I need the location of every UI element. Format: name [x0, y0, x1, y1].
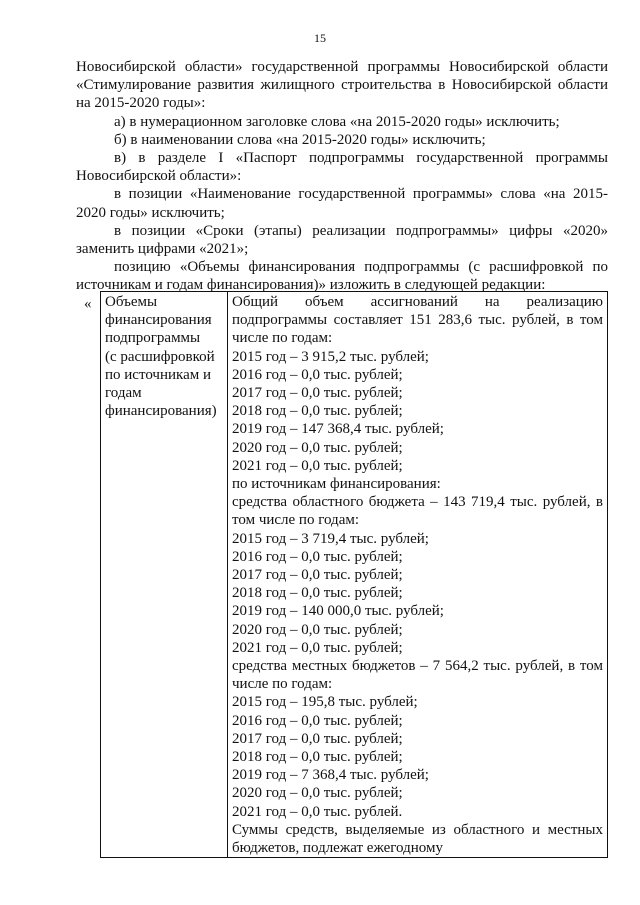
- year-line: 2019 год – 7 368,4 тыс. рублей;: [232, 767, 429, 784]
- year-line: 2018 год – 0,0 тыс. рублей;: [232, 749, 403, 766]
- closing-text: Суммы средств, выделяемые из областного и местных бюджетов, подлежат ежегодному: [232, 821, 603, 857]
- paragraph-position-funding: позицию «Объемы финансирования подпрограммы (с расшифровкой по источникам и годам финансирования)» изложить в следующей редакции:: [76, 259, 608, 294]
- label-line: (с расшифровкой: [105, 348, 215, 365]
- paragraph-item-a: а) в нумерационном заголовке слова «на 2015-2020 годы» исключить;: [114, 113, 560, 130]
- year-line: 2016 год – 0,0 тыс. рублей;: [232, 366, 403, 383]
- label-line: подпрограммы: [105, 330, 201, 347]
- total-intro: Общий объем ассигнований на реализацию подпрограммы составляет 151 283,6 тыс. рублей, в том числе по годам:: [232, 294, 603, 347]
- paragraph-position-terms: в позиции «Сроки (этапы) реализации подпрограммы» цифры «2020» заменить цифрами «2021»;: [76, 222, 608, 258]
- year-line: 2016 год – 0,0 тыс. рублей;: [232, 712, 403, 729]
- year-line: 2017 год – 0,0 тыс. рублей;: [232, 567, 403, 584]
- paragraph-program-title: Новосибирской области» государственной программы Новосибирской области «Стимулирование развития жилищного строительства в Новосибирской области на 2015-2020 годы»:: [76, 59, 608, 112]
- year-line: 2015 год – 195,8 тыс. рублей;: [232, 694, 418, 711]
- year-line: 2018 год – 0,0 тыс. рублей;: [232, 403, 403, 420]
- opening-quote: «: [84, 296, 92, 312]
- table-value-cell: [228, 292, 608, 858]
- year-line: 2017 год – 0,0 тыс. рублей;: [232, 385, 403, 402]
- regional-budget-intro: средства областного бюджета – 143 719,4 тыс. рублей, в том числе по годам:: [232, 494, 603, 529]
- year-line: 2015 год – 3 719,4 тыс. рублей;: [232, 530, 429, 547]
- year-line: 2019 год – 147 368,4 тыс. рублей;: [232, 421, 444, 438]
- paragraph-item-b: б) в наименовании слова «на 2015-2020 годы» исключить;: [114, 131, 486, 148]
- table-row: [101, 292, 608, 858]
- label-line: Объемы: [105, 294, 158, 310]
- table-label-cell: [101, 292, 228, 858]
- funding-table: [100, 291, 608, 858]
- label-line: по источникам и: [105, 366, 212, 383]
- paragraph-position-name: в позиции «Наименование государственной программы» слова «на 2015-2020 годы» исключить;: [76, 186, 608, 221]
- year-line: 2020 год – 0,0 тыс. рублей;: [232, 621, 403, 638]
- document-body: [76, 58, 608, 295]
- year-line: 2021 год – 0,0 тыс. рублей;: [232, 639, 403, 656]
- sources-heading: по источникам финансирования:: [232, 476, 441, 493]
- local-budget-intro: средства местных бюджетов – 7 564,2 тыс. рублей, в том числе по годам:: [232, 658, 603, 693]
- year-line: 2016 год – 0,0 тыс. рублей;: [232, 548, 403, 565]
- page-number: 15: [314, 31, 326, 45]
- year-line: 2021 год – 0,0 тыс. рублей;: [232, 457, 403, 474]
- year-line: 2019 год – 140 000,0 тыс. рублей;: [232, 603, 444, 620]
- year-line: 2020 год – 0,0 тыс. рублей;: [232, 785, 403, 802]
- label-line: годам: [105, 385, 142, 402]
- label-line: финансирования): [105, 403, 217, 420]
- year-line: 2020 год – 0,0 тыс. рублей;: [232, 439, 403, 456]
- paragraph-item-v: в) в разделе I «Паспорт подпрограммы государственной программы Новосибирской области»:: [76, 150, 608, 185]
- label-line: финансирования: [105, 312, 212, 329]
- year-line: 2021 год – 0,0 тыс. рублей.: [232, 803, 403, 820]
- year-line: 2017 год – 0,0 тыс. рублей;: [232, 730, 403, 747]
- year-line: 2015 год – 3 915,2 тыс. рублей;: [232, 348, 429, 365]
- year-line: 2018 год – 0,0 тыс. рублей;: [232, 585, 403, 602]
